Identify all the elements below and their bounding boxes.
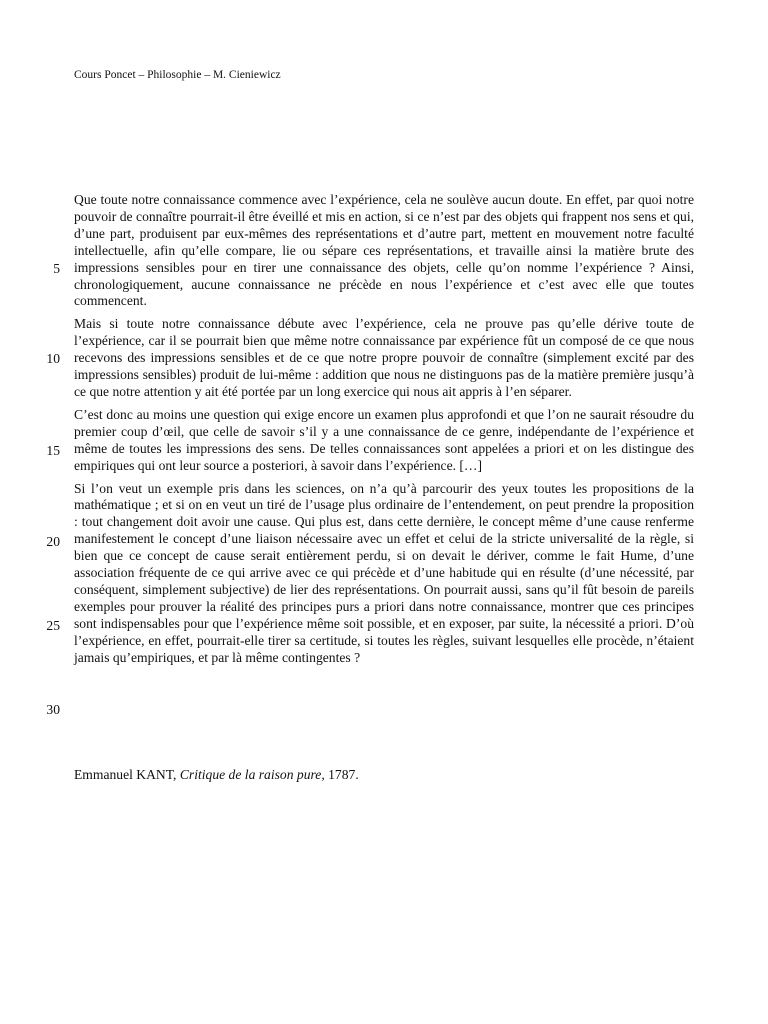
citation-work-title: Critique de la raison pure: [179, 767, 322, 782]
line-number: 20: [46, 534, 60, 549]
line-number: 10: [46, 351, 60, 366]
citation-year: , 1787.: [321, 767, 359, 782]
line-number: 25: [46, 618, 60, 633]
paragraph: Si l’on veut un exemple pris dans les sciences, on n’a qu’à parcourir des yeux toutes les propositions de la mathématique ; et si on en veut un tiré de l’usage plus ordinaire de l’entendement, on peut prendre la proposition : tout changement doit avoir une cause. Qui plus est, dans cette dernière, le concept même d’une cause renferme manifestement le concept d’une liaison nécessaire avec un effet et celui de la stricte universalité de la règle, si bien que ce concept de cause serait entièrement perdu, si on devait le dériver, comme le fait Hume, d’une association fréquente de ce qui arrive avec ce qui précède et d’une habitude qui en résulte (d’une nécessité, par conséquent, simplement subjective) de lier des représentations. On pourrait aussi, sans qu’il fût besoin de pareils exemples pour prouver la réalité des principes purs a priori dans notre connaissance, montrer que ces principes sont indispensables pour que l’expérience même soit possible, et en exposer, par suite, la nécessité a priori. D’où l’expérience, en effet, pourrait-elle tirer sa certitude, si toutes les règles, suivant lesquelles elle procède, n’étaient jamais qu’empiriques, et par là même contingentes ?: [74, 480, 694, 665]
line-number: 15: [46, 443, 60, 458]
paragraph: Que toute notre connaissance commence avec l’expérience, cela ne soulève aucun doute. En effet, par quoi notre pouvoir de connaître pourrait-il être éveillé et mis en action, si ce n’est par des objets qui frappent nos sens et qui, d’une part, produisent par eux-mêmes des représentations et d’autre part, mettent en mouvement notre faculté intellectuelle, afin qu’elle compare, lie ou sépare ces représentations, et travaille ainsi la matière brute des impressions sensibles pour en tirer une connaissance des objets, celle qu’on nomme l’expérience ? Ainsi, chronologiquement, aucune connaissance ne précède en nous l’expérience et c’est avec elle que toutes commencent.: [74, 192, 694, 309]
paragraph: C’est donc au moins une question qui exige encore un examen plus approfondi et que l’on ne saurait résoudre du premier coup d’œil, que celle de savoir s’il y a une connaissance de ce genre, indépendante de l’expérience et même de toutes les impressions des sens. De telles connaissances sont appelées a priori et on les distingue des empiriques qui ont leur source a posteriori, à savoir dans l’expérience. […]: [74, 406, 694, 473]
line-number: 5: [53, 261, 60, 276]
citation-author: Emmanuel KANT,: [74, 767, 180, 782]
citation: [74, 766, 359, 783]
line-number: 30: [46, 702, 60, 717]
paragraph: Mais si toute notre connaissance débute avec l’expérience, cela ne prouve pas qu’elle dérive toute de l’expérience, car il se pourrait bien que même notre connaissance par expérience fût un composé de ce que nous recevons des impressions sensibles et de ce que notre propre pouvoir de connaître (simplement excité par des impressions sensibles) produit de lui-même : addition que nous ne distinguons pas de la matière première jusqu’à ce que notre attention y ait été portée par un long exercice qui nous ait appris à l’en séparer.: [74, 316, 694, 399]
body-text: [74, 192, 694, 672]
page-header: Cours Poncet – Philosophie – M. Cieniewicz: [74, 69, 281, 81]
